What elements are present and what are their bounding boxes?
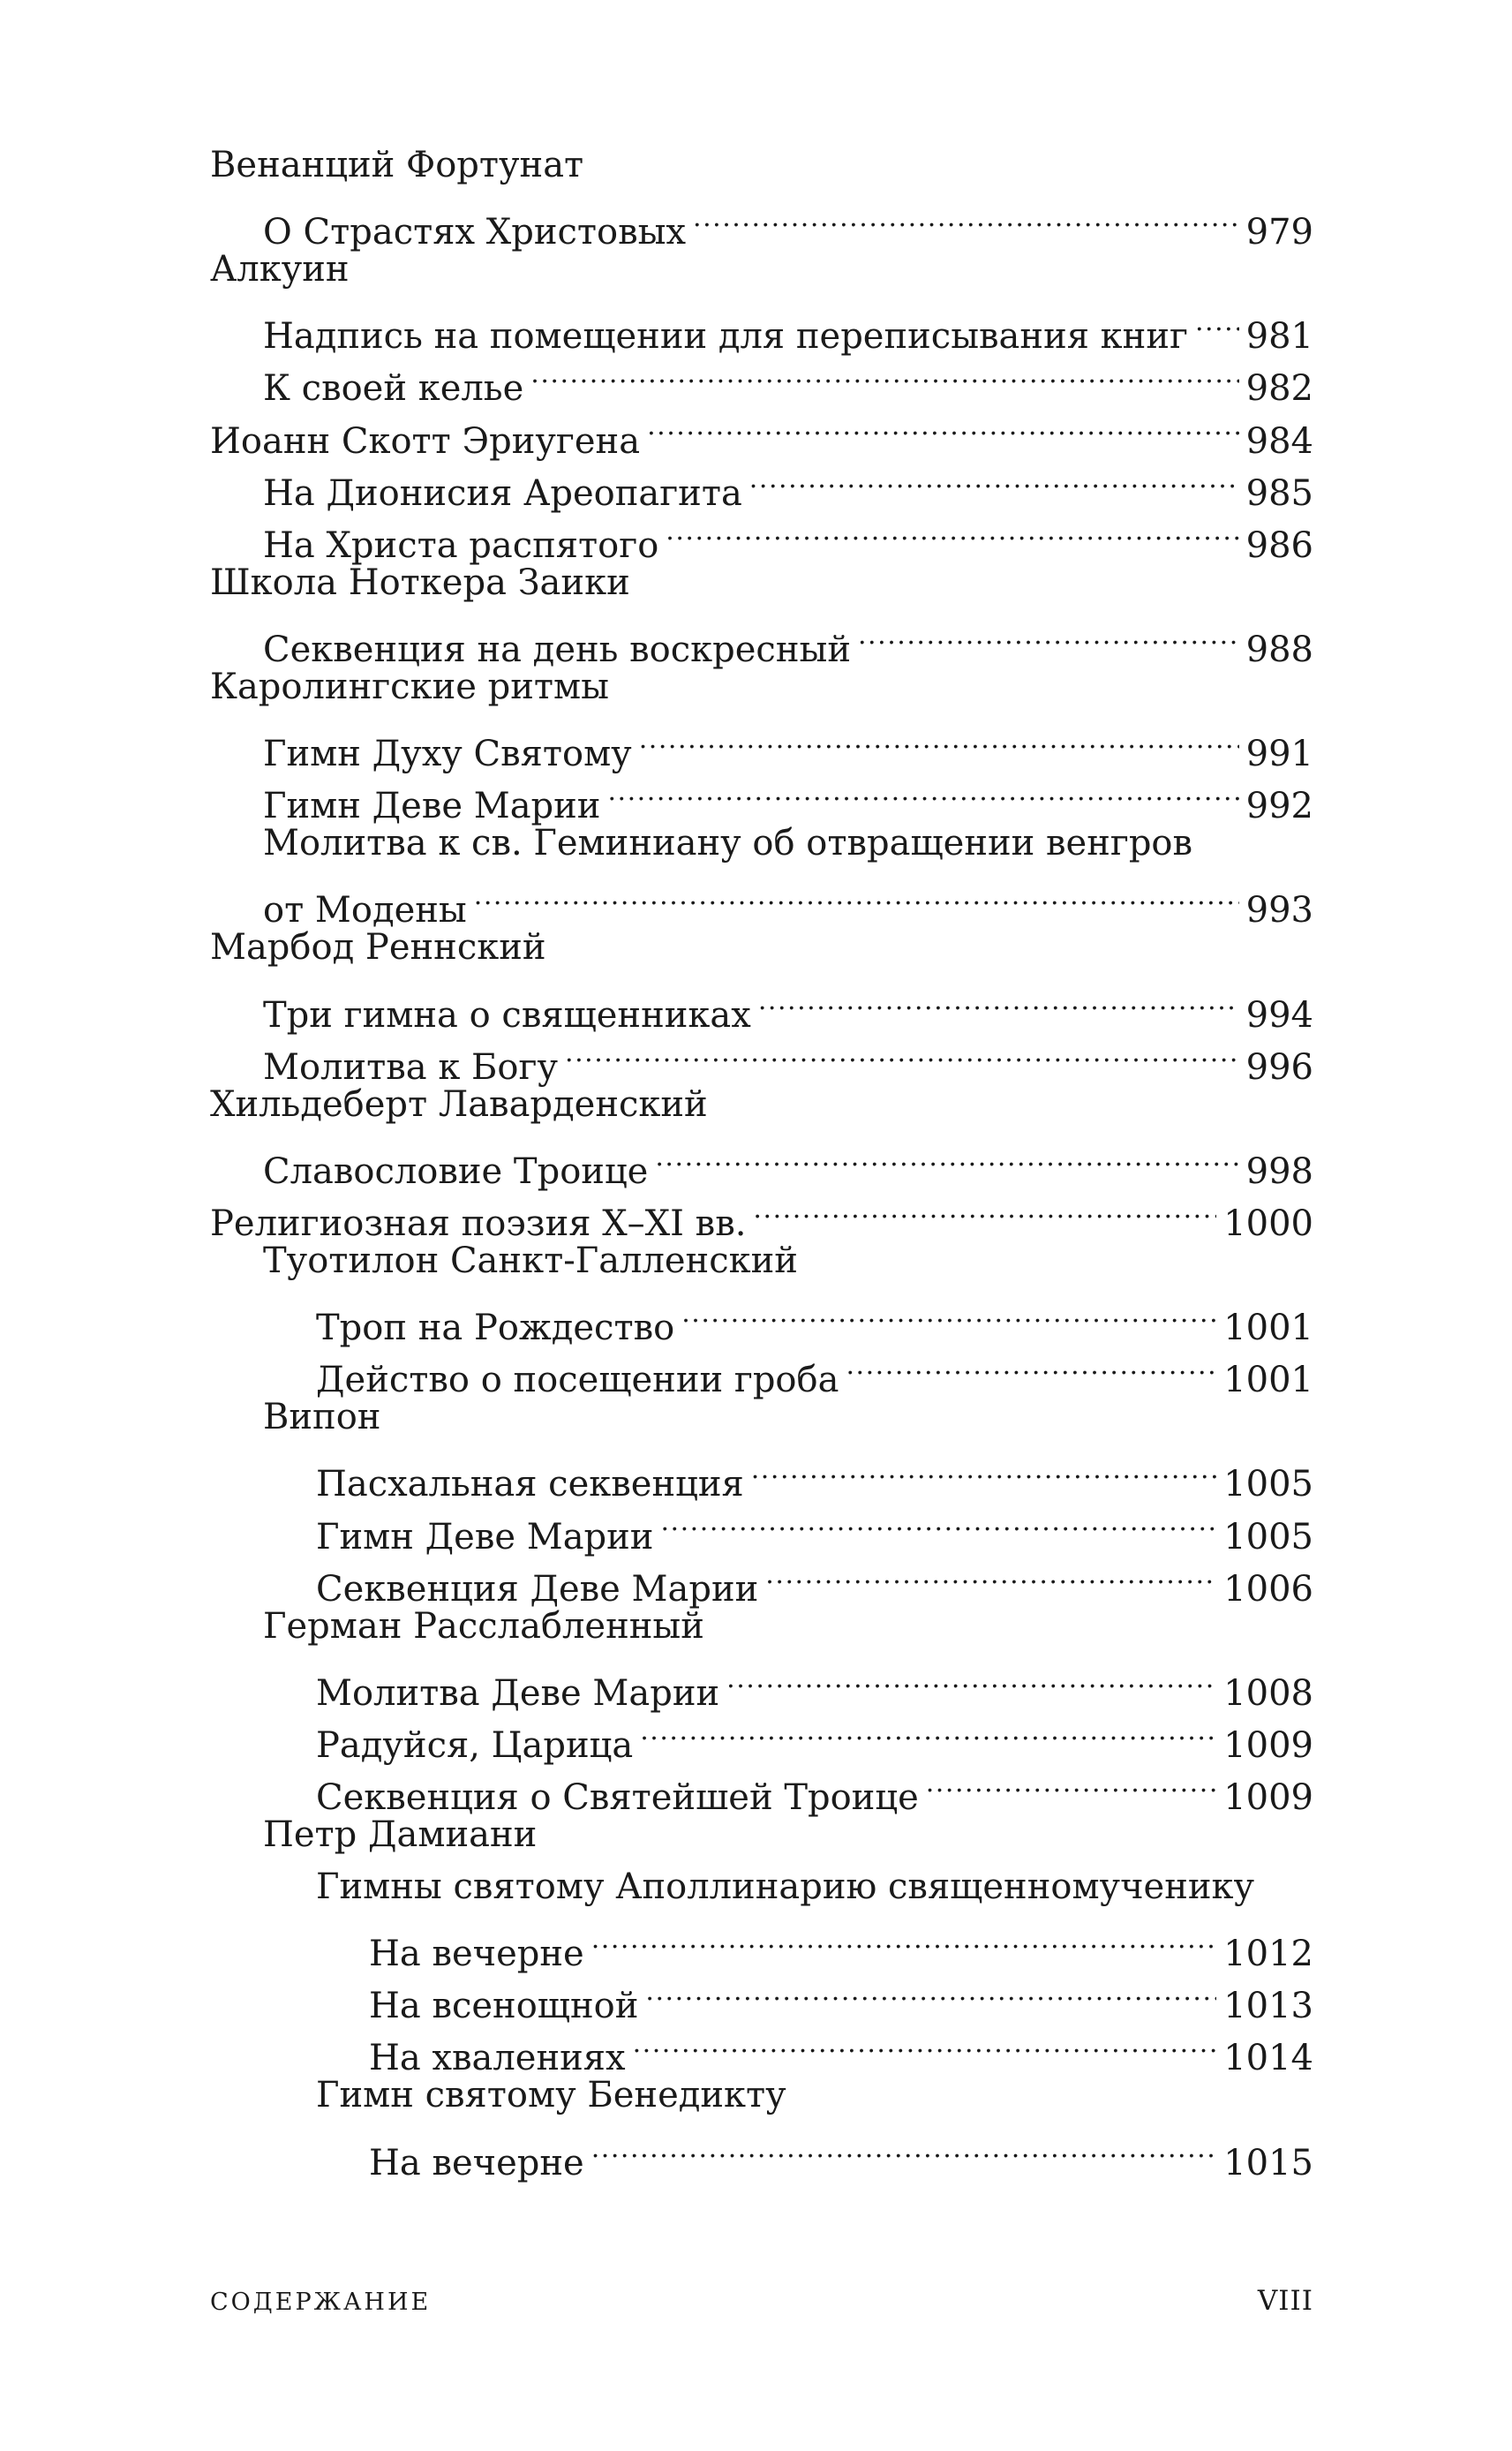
toc-entry-page: 982 — [1245, 368, 1313, 410]
toc-entry-page: 1006 — [1223, 1568, 1313, 1610]
dot-leader — [751, 1444, 1216, 1496]
toc-entry-title: Випон — [263, 1397, 381, 1438]
toc-entry[interactable] — [210, 609, 1313, 670]
dot-leader — [660, 1496, 1216, 1548]
toc-heading — [210, 557, 1313, 609]
toc-entry-title: На Дионисия Ареопагита — [263, 472, 742, 514]
toc-entry-title: Школа Ноткера Заики — [210, 562, 630, 603]
toc-entry-title: Славословие Троице — [263, 1150, 649, 1192]
dot-leader — [530, 348, 1238, 400]
toc-entry-page: 988 — [1245, 629, 1313, 670]
toc-entry-title: Марбод Реннский — [210, 927, 546, 969]
toc-entry-title: Гимн святому Бенедикту — [316, 2075, 786, 2116]
toc-entry[interactable] — [210, 1444, 1313, 1505]
dot-leader — [565, 1027, 1239, 1079]
toc-entry[interactable] — [210, 870, 1313, 931]
toc-entry-page: 994 — [1245, 994, 1313, 1036]
toc-entry-page: 1008 — [1223, 1672, 1313, 1714]
dot-leader — [693, 192, 1239, 244]
toc-heading — [210, 1861, 1313, 1913]
toc-entry-page: 986 — [1245, 524, 1313, 566]
toc-entry-title: Три гимна о священниках — [263, 994, 751, 1036]
toc-entry-page: 1001 — [1223, 1308, 1313, 1349]
toc-entry-title: О Страстях Христовых — [263, 212, 687, 253]
dot-leader — [633, 2017, 1217, 2070]
toc-entry-title: На вечерне — [369, 2142, 584, 2183]
dot-leader — [758, 975, 1239, 1027]
toc-entry-title: от Модены — [263, 890, 467, 931]
toc-entry[interactable] — [210, 1913, 1313, 1975]
dot-leader — [474, 870, 1239, 922]
toc-entry-title: Гимн Деве Марии — [316, 1516, 654, 1557]
toc-entry[interactable] — [210, 296, 1313, 358]
toc-entry-title: Секвенция о Святейшей Троице — [316, 1777, 919, 1818]
toc-entry-title: Венанций Фортунат — [210, 145, 584, 185]
toc-entry[interactable] — [210, 975, 1313, 1036]
toc-heading — [210, 818, 1313, 870]
toc-entry-page: 998 — [1245, 1150, 1313, 1192]
toc-entry-title: На Христа распятого — [263, 524, 659, 566]
toc-entry-title: Гимн Духу Святому — [263, 734, 632, 775]
toc-entry-page: 991 — [1245, 734, 1313, 775]
toc-entry[interactable] — [210, 1287, 1313, 1349]
dot-leader — [749, 453, 1239, 505]
toc-entry-title: На вечерне — [369, 1934, 584, 1975]
toc-heading — [210, 1079, 1313, 1131]
toc-entry-page: 1015 — [1223, 2142, 1313, 2183]
toc-entry-title: Петр Дамиани — [263, 1814, 538, 1855]
toc-entry-page: 1005 — [1223, 1516, 1313, 1557]
toc-entry-page: 1000 — [1223, 1203, 1313, 1244]
toc-entry-title: Секвенция на день воскресный — [263, 629, 851, 670]
toc-entry-page: 992 — [1245, 786, 1313, 827]
toc-entry-title: Алкуин — [210, 249, 350, 290]
toc-entry-page: 1012 — [1223, 1934, 1313, 1975]
dot-leader — [640, 1705, 1216, 1757]
toc-entry-title: Туотилон Санкт-Галленский — [263, 1240, 798, 1281]
table-of-contents — [210, 140, 1313, 2183]
toc-entry-title: Гимны святому Аполлинарию священномученику — [316, 1867, 1255, 1908]
dot-leader — [846, 1339, 1216, 1391]
toc-entry-title: Каролингские ритмы — [210, 666, 609, 707]
dot-leader — [639, 713, 1239, 765]
toc-entry-page: 984 — [1245, 420, 1313, 462]
toc-entry[interactable] — [210, 192, 1313, 253]
toc-entry-page: 1009 — [1223, 1777, 1313, 1818]
toc-entry-title: На хвалениях — [369, 2038, 626, 2079]
toc-entry-title: Пасхальная секвенция — [316, 1464, 744, 1505]
toc-entry-title: Секвенция Деве Марии — [316, 1568, 759, 1610]
toc-entry-title: Хильдеберт Лаварденский — [210, 1083, 708, 1125]
dot-leader — [726, 1653, 1216, 1705]
toc-entry-title: Гимн Деве Марии — [263, 786, 601, 827]
toc-entry-page: 1001 — [1223, 1360, 1313, 1401]
toc-entry-page: 979 — [1245, 212, 1313, 253]
dot-leader — [1195, 296, 1239, 348]
toc-entry[interactable] — [210, 1653, 1313, 1714]
toc-entry-page: 1013 — [1223, 1986, 1313, 2027]
page-number: VIII — [1257, 2285, 1313, 2317]
toc-entry-page: 1014 — [1223, 2038, 1313, 2079]
toc-entry-title: К своей келье — [263, 368, 524, 410]
dot-leader — [647, 400, 1239, 452]
running-footer-label: СОДЕРЖАНИЕ — [210, 2289, 432, 2316]
toc-entry[interactable] — [210, 1131, 1313, 1192]
dot-leader — [858, 609, 1239, 661]
toc-entry[interactable] — [210, 2123, 1313, 2183]
dot-leader — [607, 765, 1238, 818]
dot-leader — [591, 1913, 1217, 1965]
toc-heading — [210, 922, 1313, 974]
toc-entry-page: 985 — [1245, 472, 1313, 514]
dot-leader — [666, 505, 1238, 557]
toc-entry-title: Действо о посещении гроба — [316, 1360, 839, 1401]
dot-leader — [645, 1965, 1216, 2017]
dot-leader — [926, 1757, 1216, 1809]
toc-entry-title: Молитва Деве Марии — [316, 1672, 720, 1714]
toc-heading — [210, 1601, 1313, 1653]
dot-leader — [655, 1131, 1238, 1183]
dot-leader — [753, 1183, 1216, 1235]
toc-entry-page: 1009 — [1223, 1724, 1313, 1766]
toc-entry-page: 981 — [1245, 316, 1313, 358]
toc-entry-title: Надпись на помещении для переписывания книг — [263, 316, 1188, 358]
toc-entry-title: Герман Расслабленный — [263, 1605, 704, 1647]
toc-entry[interactable] — [210, 713, 1313, 775]
toc-entry-page: 1005 — [1223, 1464, 1313, 1505]
toc-entry-title: Иоанн Скотт Эриугена — [210, 420, 641, 462]
toc-entry-page: 996 — [1245, 1046, 1313, 1088]
toc-entry-page: 993 — [1245, 890, 1313, 931]
dot-leader — [681, 1287, 1216, 1339]
toc-heading — [210, 2070, 1313, 2122]
toc-entry-title: Троп на Рождество — [316, 1308, 675, 1349]
toc-entry-title: Молитва к св. Геминиану об отвращении венгров — [263, 823, 1193, 864]
toc-heading — [210, 140, 1313, 192]
dot-leader — [591, 2123, 1217, 2175]
toc-entry-title: Религиозная поэзия X–XI вв. — [210, 1203, 747, 1244]
toc-heading — [210, 1235, 1313, 1287]
page-footer — [210, 2285, 1313, 2317]
toc-entry-title: На всенощной — [369, 1986, 639, 2027]
dot-leader — [765, 1549, 1216, 1601]
toc-entry-title: Молитва к Богу — [263, 1046, 559, 1088]
toc-entry-title: Радуйся, Царица — [316, 1724, 634, 1766]
